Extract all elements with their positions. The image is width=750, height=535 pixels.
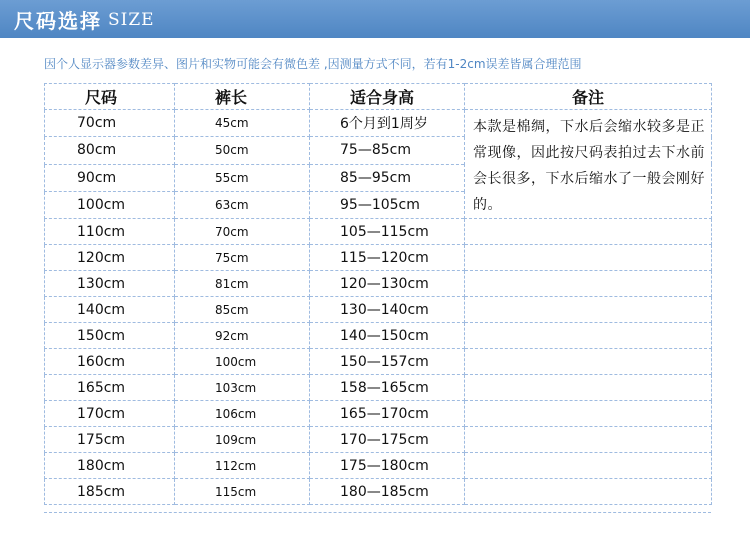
- empty-remark-cell: [465, 271, 712, 297]
- height-cell: 105—115cm: [310, 219, 465, 245]
- size-cell: 150cm: [45, 323, 175, 349]
- height-cell: 115—120cm: [310, 245, 465, 271]
- length-cell: 106cm: [175, 401, 310, 427]
- size-cell: 110cm: [45, 219, 175, 245]
- height-cell: 150—157cm: [310, 349, 465, 375]
- empty-remark-cell: [465, 219, 712, 245]
- table-row: [45, 323, 712, 349]
- column-header-size: 尺码: [45, 84, 175, 110]
- size-cell: 80cm: [45, 137, 175, 164]
- column-header-length: 裤长: [175, 84, 310, 110]
- size-cell: 90cm: [45, 164, 175, 191]
- size-cell: 180cm: [45, 453, 175, 479]
- empty-remark-cell: [465, 349, 712, 375]
- length-cell: 103cm: [175, 375, 310, 401]
- height-cell: 75—85cm: [310, 137, 465, 164]
- table-header-row: [45, 84, 712, 110]
- table-row: [45, 271, 712, 297]
- length-cell: 70cm: [175, 219, 310, 245]
- height-cell: 175—180cm: [310, 453, 465, 479]
- remark-cell: 本款是棉绸，下水后会缩水较多是正常现像，因此按尺码表拍过去下水前会长很多，下水后缩水了一般会刚好的。: [465, 110, 712, 219]
- table-row: [45, 219, 712, 245]
- length-cell: 55cm: [175, 164, 310, 191]
- column-header-remark: 备注: [465, 84, 712, 110]
- length-cell: 63cm: [175, 191, 310, 218]
- height-cell: 180—185cm: [310, 479, 465, 505]
- table-row: [45, 349, 712, 375]
- disclaimer-notice: 因个人显示器参数差异、图片和实物可能会有微色差 ,因测量方式不同，若有1-2cm误差皆属合理范围: [44, 57, 582, 71]
- height-cell: 170—175cm: [310, 427, 465, 453]
- empty-remark-cell: [465, 245, 712, 271]
- column-header-height: 适合身高: [310, 84, 465, 110]
- page-title: 尺码选择: [14, 8, 102, 33]
- table-row: [45, 479, 712, 505]
- height-cell: 120—130cm: [310, 271, 465, 297]
- size-cell: 140cm: [45, 297, 175, 323]
- size-cell: 170cm: [45, 401, 175, 427]
- size-cell: 185cm: [45, 479, 175, 505]
- size-cell: 120cm: [45, 245, 175, 271]
- table-row: [45, 401, 712, 427]
- page-subtitle: SIZE: [108, 10, 155, 30]
- empty-remark-cell: [465, 479, 712, 505]
- empty-remark-cell: [465, 323, 712, 349]
- length-cell: 50cm: [175, 137, 310, 164]
- header-bar: [0, 0, 750, 38]
- length-cell: 100cm: [175, 349, 310, 375]
- table-row: [45, 297, 712, 323]
- table-bottom-border: [44, 512, 711, 513]
- size-cell: 100cm: [45, 191, 175, 218]
- height-cell: 6个月到1周岁: [310, 110, 465, 137]
- height-cell: 140—150cm: [310, 323, 465, 349]
- table-row: [45, 375, 712, 401]
- length-cell: 115cm: [175, 479, 310, 505]
- empty-remark-cell: [465, 297, 712, 323]
- empty-remark-cell: [465, 401, 712, 427]
- empty-remark-cell: [465, 427, 712, 453]
- length-cell: 45cm: [175, 110, 310, 137]
- table-body: [45, 110, 712, 505]
- size-cell: 160cm: [45, 349, 175, 375]
- size-cell: 70cm: [45, 110, 175, 137]
- height-cell: 158—165cm: [310, 375, 465, 401]
- size-cell: 175cm: [45, 427, 175, 453]
- size-chart-table: [44, 83, 712, 505]
- length-cell: 81cm: [175, 271, 310, 297]
- height-cell: 130—140cm: [310, 297, 465, 323]
- table-row: [45, 110, 712, 137]
- length-cell: 109cm: [175, 427, 310, 453]
- length-cell: 85cm: [175, 297, 310, 323]
- table-row: [45, 245, 712, 271]
- empty-remark-cell: [465, 375, 712, 401]
- length-cell: 112cm: [175, 453, 310, 479]
- empty-remark-cell: [465, 453, 712, 479]
- length-cell: 92cm: [175, 323, 310, 349]
- table-row: [45, 427, 712, 453]
- height-cell: 95—105cm: [310, 191, 465, 218]
- size-cell: 130cm: [45, 271, 175, 297]
- height-cell: 165—170cm: [310, 401, 465, 427]
- size-cell: 165cm: [45, 375, 175, 401]
- table-row: [45, 453, 712, 479]
- height-cell: 85—95cm: [310, 164, 465, 191]
- length-cell: 75cm: [175, 245, 310, 271]
